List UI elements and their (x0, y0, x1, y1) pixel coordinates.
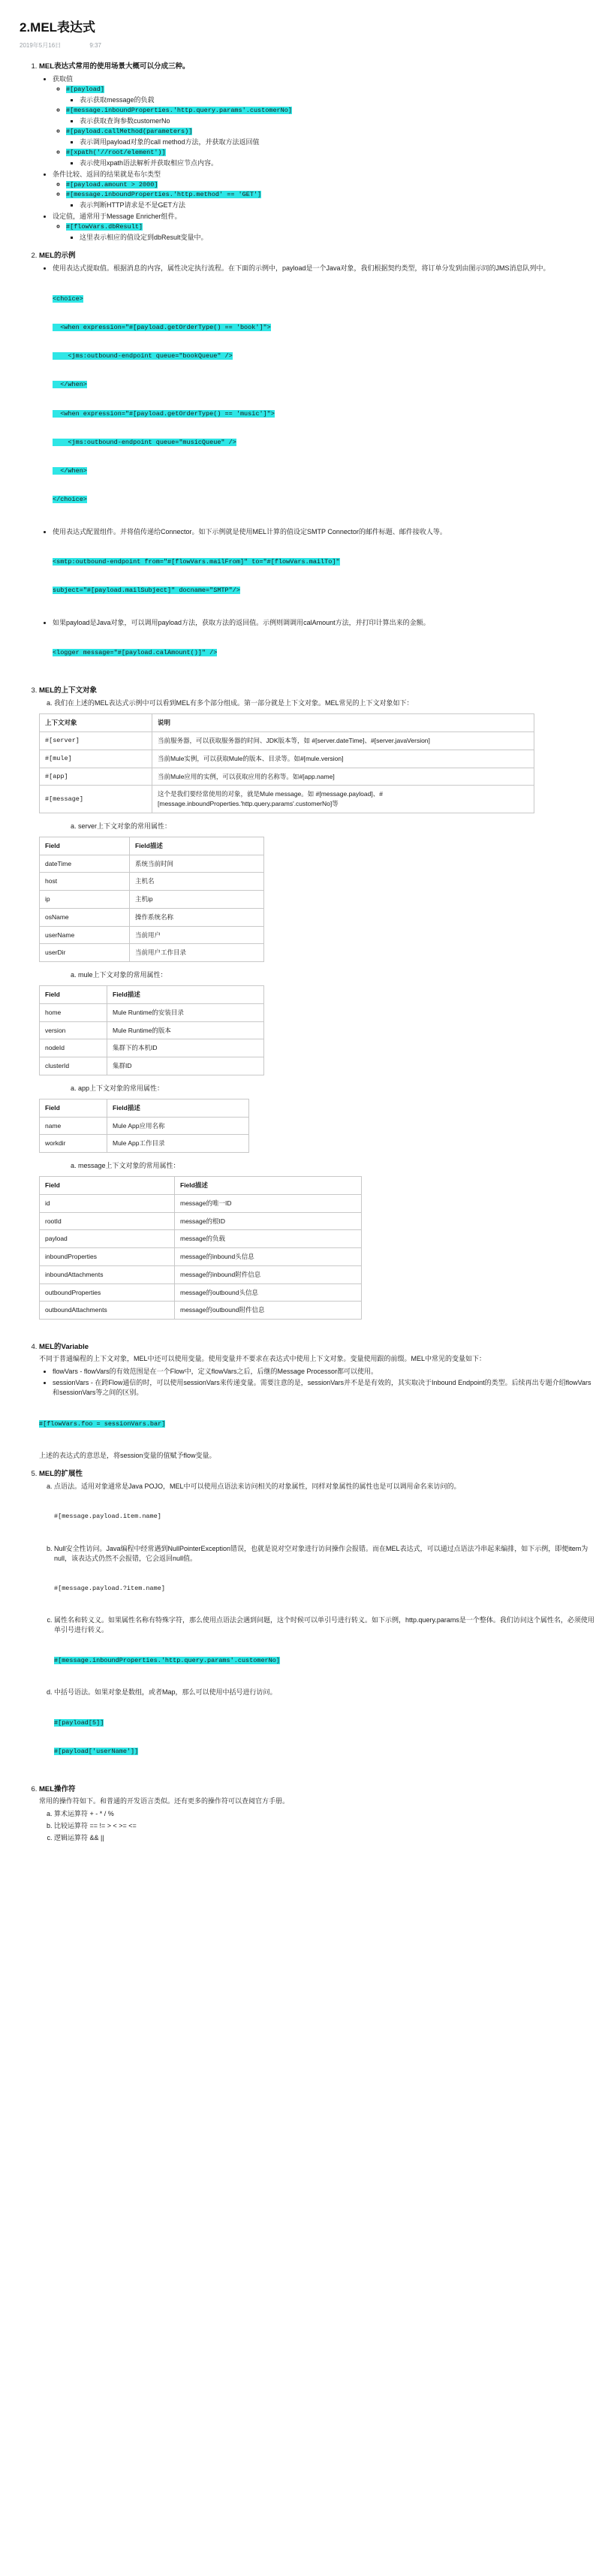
table-row (40, 873, 264, 891)
table-row (40, 926, 264, 944)
table-row (40, 1283, 362, 1302)
code-bracket (54, 1699, 594, 1775)
app-attrs-heading (63, 1083, 594, 1093)
table-row (40, 1021, 264, 1039)
col-header: Field描述 (107, 1099, 249, 1117)
expr-notes (66, 158, 594, 167)
cell: 主机名 (130, 873, 264, 891)
code-line: </when> (53, 467, 87, 475)
col-header: Field描述 (130, 837, 264, 855)
bullet-text: 使用表达式提取值。根据消息的内容，属性决定执行流程。在下面的示例中，payload是一个Java对象，我们根据契约类型，将订单分发到由图示同的JMS消息队列中。 (53, 264, 550, 272)
table-row (40, 1117, 249, 1135)
list-item: ▪ 表示获取message的负载 (80, 95, 594, 104)
table-row (40, 786, 534, 813)
col-header: 说明 (152, 714, 534, 732)
col-header: Field描述 (175, 1177, 362, 1195)
section-6-title: MEL操作符 (39, 1785, 76, 1793)
group-items (53, 85, 594, 167)
table-row (40, 1248, 362, 1266)
expr-notes (66, 95, 594, 104)
table-header-row (40, 986, 264, 1004)
col-header: Field (40, 837, 130, 855)
code-line: <smtp:outbound-endpoint from="#[flowVars.mailFrom]" to="#[flowVars.mailTo]" (53, 558, 340, 566)
table-row (40, 944, 264, 962)
list-item (54, 1543, 594, 1613)
table-header-row (40, 837, 264, 855)
expr-inbound-customerno: #[message.inboundProperties.'http.query.params'.customerNo] (66, 107, 292, 114)
cell: 主机ip (130, 891, 264, 909)
code-line: <logger message="#[payload.calAmount()]" /> (53, 649, 218, 656)
col-header: Field (40, 1099, 107, 1117)
page-title: 2.MEL表达式 (20, 20, 96, 35)
cell: nodeId (40, 1039, 107, 1057)
cell: version (40, 1021, 107, 1039)
cell: #[mule] (40, 750, 152, 768)
context-objects-table (39, 713, 534, 813)
code-line: #[message.payload.?item.name] (54, 1585, 165, 1592)
cell: message的根ID (175, 1212, 362, 1230)
section-5-items (39, 1481, 594, 1775)
cell: inboundProperties (40, 1248, 175, 1266)
mule-attrs-table (39, 985, 264, 1075)
section-3-items (39, 698, 594, 707)
cell: 当前Mule应用的实例，可以获取应用的名称等。如#[app.name] (152, 768, 534, 786)
section-2-title: MEL的示例 (39, 252, 76, 260)
message-attrs-table (39, 1176, 362, 1320)
table-header-row (40, 714, 534, 732)
list-item: ▪ 表示调用payload对象的call method方法，并获取方法返回值 (80, 137, 594, 146)
group-label: 设定值，通常用于Message Enricher组件。 (53, 213, 182, 220)
group-label: 条件比较、返回的结果就是布尔类型 (53, 170, 161, 178)
group-label: 获取值 (53, 75, 74, 83)
item-text: 我们在上述的MEL表达式示例中可以看到MEL有多个部分组成。第一部分就是上下文对象。MEL常见的上下文对象如下： (54, 699, 414, 707)
list-item: a. 算术运算符 + - * / % (54, 1808, 594, 1818)
code-line: </when> (53, 381, 87, 389)
item-text: 中括号语法。如果对象是数组，或者Map，那么可以使用中括号进行访问。 (54, 1688, 277, 1696)
section-3 (39, 684, 594, 1333)
list-item: b. 比较运算符 == != > < >= <= (54, 1820, 594, 1830)
cell: name (40, 1117, 107, 1135)
section-5-title: MEL的扩展性 (39, 1469, 83, 1478)
code-line: #[payload[5]] (54, 1718, 104, 1727)
section-6-intro: 常用的操作符如下。和普通的开发语言类似。还有更多的操作符可以查阅官方手册。 (39, 1797, 290, 1805)
list-item (54, 1481, 594, 1541)
cell: message的inbound附件信息 (175, 1265, 362, 1283)
section-6-items (39, 1808, 594, 1842)
cell: message的outbound附件信息 (175, 1302, 362, 1320)
list-item (66, 180, 594, 189)
code-line: #[message.inboundProperties.'http.query.params'.customerNo] (54, 1656, 280, 1664)
table-row (40, 1265, 362, 1283)
expr-flowvars-dbresult: #[flowVars.dbResult] (66, 223, 143, 231)
cell: userDir (40, 944, 130, 962)
list-item: ▪ 这里表示相应的值设定到dbResult变量中。 (80, 232, 594, 242)
code-line: <choice> (53, 294, 83, 303)
section-1-title: MEL表达式常用的使用场景大概可以分成三种。 (39, 62, 190, 71)
cell: workdir (40, 1135, 107, 1153)
list-item: a. mule上下文对象的常用属性： (78, 970, 594, 979)
section-list (20, 60, 594, 1842)
code-line: </choice> (53, 496, 87, 504)
table-row (40, 908, 264, 926)
cell: #[app] (40, 768, 152, 786)
cell: 当前用户 (130, 926, 264, 944)
mule-attrs-heading (63, 970, 594, 979)
table-row (40, 1194, 362, 1212)
code-line: #[message.payload.item.name] (54, 1513, 161, 1521)
cell: ip (40, 891, 130, 909)
section-4 (39, 1341, 594, 1460)
expr-http-method: #[message.inboundProperties.'http.method' == 'GET'] (66, 191, 262, 198)
expr-notes (66, 116, 594, 125)
col-header: Field描述 (107, 986, 264, 1004)
list-item (66, 148, 594, 167)
table-row (40, 732, 534, 750)
expr-payload: #[payload] (66, 86, 105, 93)
list-item (66, 85, 594, 104)
section-4-title: MEL的Variable (39, 1343, 89, 1351)
cell: 操作系统名称 (130, 908, 264, 926)
item-text: Null安全性访问。Java编程中经常遇到NullPointerException错误，也就是说对空对象进行访问操作会报错。而在MEL表达式，可以通过点语法가串起来编排，如下示例，即便item为null，该表达式仍然不会报错，它会返回null值。 (54, 1544, 588, 1562)
item-text: 属性名和转义义。如果属性名称有特殊字符，那么使用点语法会遇到问题，这个时候可以单引号进行转义。如下示例，http.query.params是一个整体。我们访问这个属性名，必须使用单引号进行转义。 (54, 1616, 594, 1634)
section-1-groups (39, 74, 594, 242)
code-line: #[payload['userName']] (54, 1747, 139, 1755)
code-line: <jms:outbound-endpoint queue="musicQueue" /> (53, 438, 236, 446)
cell: 集群下的本机ID (107, 1039, 264, 1057)
expr-notes (66, 200, 594, 210)
list-item: ▪ 表示获取查询参数customerNo (80, 116, 594, 125)
list-item: a. message上下文对象的常用属性： (78, 1160, 594, 1170)
cell: rootId (40, 1212, 175, 1230)
list-item: a. app上下文对象的常用属性： (78, 1083, 594, 1093)
code-line: <when expression="#[payload.getOrderType() == 'music']"> (53, 409, 275, 418)
code-line: #[flowVars.foo = sessionVars.bar] (39, 1419, 166, 1428)
section-4-intro: 不同于普通编程的上下文对象，MEL中还可以使用变量。使用变量并不要求在表达式中使用上下文对象。变量使用跟的前缀。MEL中常见的变量如下： (39, 1355, 486, 1362)
list-item: ▪ 表示使用xpath语法解析并获取相应节点内容。 (80, 158, 594, 167)
cell: Mule Runtime的版本 (107, 1021, 264, 1039)
table-row (40, 1057, 264, 1075)
cell: clusterId (40, 1057, 107, 1075)
code-line: subject="#[payload.mailSubject]" docname="SMTP"/> (53, 587, 240, 595)
cell: outboundProperties (40, 1283, 175, 1302)
table-row (40, 1003, 264, 1021)
cell: outboundAttachments (40, 1302, 175, 1320)
list-item (53, 617, 594, 677)
list-item: • sessionVars - 在跨Flow通信的时，可以使用sessionVars来传递变量。需要注意的是，sessionVars并不是是有效的，其实取决于Inbound Endpoint的类型。后续再出专题介绍flowVars和sessionVars等之间的区别。 (53, 1377, 594, 1397)
doc-date: 2019年5月16日 (20, 42, 62, 49)
expr-callmethod: #[payload.callMethod(parameters)] (66, 128, 193, 135)
expr-notes (66, 137, 594, 146)
code-null-safe (54, 1565, 594, 1613)
section-2-bullets (39, 263, 594, 677)
col-header: 上下文对象 (40, 714, 152, 732)
doc-time: 9:37 (89, 42, 101, 49)
cell: Mule Runtime的安装目录 (107, 1003, 264, 1021)
cell: home (40, 1003, 107, 1021)
code-line: <when expression="#[payload.getOrderType() == 'book']"> (53, 323, 271, 331)
list-item (54, 698, 594, 707)
list-item (53, 263, 594, 524)
code-smtp-block (53, 538, 594, 615)
list-item (53, 526, 594, 615)
cell: 这个是我们要经常使用的对象，就是Mule message。如 #[message.payload]、#[message.inboundProperties.'http.query.params'.customerNo]等 (152, 786, 534, 813)
list-item: • flowVars - flowVars的有效范围是在一个Flow中，定义flowVars之后，后继的Message Processor都可以使用。 (53, 1366, 594, 1376)
table-header-row (40, 1177, 362, 1195)
section-3-title: MEL的上下文对象 (39, 686, 98, 695)
list-item (66, 127, 594, 146)
cell: 系统当前时间 (130, 855, 264, 873)
cell: osName (40, 908, 130, 926)
cell: message的outbound头信息 (175, 1283, 362, 1302)
group-set-value (53, 211, 594, 242)
cell: 当前服务器，可以获取服务器的时间、JDK版本等，如 #[server.dateTime]、#[server.javaVersion] (152, 732, 534, 750)
cell: Mule App应用名称 (107, 1117, 249, 1135)
document-meta (20, 41, 594, 50)
col-header: Field (40, 986, 107, 1004)
bullet-text: 使用表达式配置组件。并将值传递给Connector。如下示例就是使用MEL计算的值设定SMTP Connector的邮件标题、邮件接收人等。 (53, 527, 447, 535)
cell: #[message] (40, 786, 152, 813)
code-flowvars-assign (39, 1400, 594, 1448)
cell: dateTime (40, 855, 130, 873)
item-text: 点语法。适用对象通常是Java POJO，MEL中可以使用点语法来访问相关的对象属性，同样对象属性的属性也是可以调用命名来访问的。 (54, 1482, 461, 1490)
cell: #[server] (40, 732, 152, 750)
server-attrs-heading (63, 821, 594, 831)
table-row (40, 1135, 249, 1153)
cell: inboundAttachments (40, 1265, 175, 1283)
expr-amount-gt: #[payload.amount > 2000] (66, 181, 158, 189)
cell: 当前用户工作目录 (130, 944, 264, 962)
cell: id (40, 1194, 175, 1212)
code-logger-block (53, 629, 594, 677)
code-choice-block (53, 275, 594, 524)
list-item: ▪ 表示判断HTTP请求是不是GET方法 (80, 200, 594, 210)
message-attrs-heading (63, 1160, 594, 1170)
section-2 (39, 249, 594, 677)
list-item (66, 190, 594, 210)
group-items (53, 222, 594, 242)
code-line: <jms:outbound-endpoint queue="bookQueue" /> (53, 352, 233, 360)
list-item: a. server上下文对象的常用属性： (78, 821, 594, 831)
bullet-text: 如果payload是Java对象，可以调用payload方法，获取方法的返回值。示例则调调用calAmount方法，并打印计算出来的金额。 (53, 618, 430, 626)
cell: 集群ID (107, 1057, 264, 1075)
table-row (40, 768, 534, 786)
expr-xpath: #[xpath('//root/element')] (66, 149, 166, 156)
cell: payload (40, 1230, 175, 1248)
table-row (40, 750, 534, 768)
table-row (40, 1302, 362, 1320)
cell: message的唯一ID (175, 1194, 362, 1212)
list-item: c. 逻辑运算符 && || (54, 1832, 594, 1842)
cell: message的inbound头信息 (175, 1248, 362, 1266)
section-4-bullets (39, 1366, 594, 1397)
list-item (54, 1687, 594, 1775)
cell: message的负载 (175, 1230, 362, 1248)
group-items (53, 180, 594, 210)
list-item (66, 222, 594, 242)
app-attrs-table (39, 1099, 249, 1153)
table-row (40, 1212, 362, 1230)
code-escape (54, 1636, 594, 1685)
group-get-value (53, 74, 594, 167)
section-1 (39, 60, 594, 242)
cell: Mule App工作目录 (107, 1135, 249, 1153)
group-compare (53, 169, 594, 210)
table-header-row (40, 1099, 249, 1117)
list-item (66, 106, 594, 125)
cell: host (40, 873, 130, 891)
section-4-tail: 上述的表达式的意思是，将session变量的值赋予flow变量。 (39, 1451, 216, 1459)
cell: 当前Mule实例，可以获取Mule的版本、目录等。如#[mule.version] (152, 750, 534, 768)
table-row (40, 1039, 264, 1057)
list-item (54, 1615, 594, 1685)
code-dot-syntax (54, 1493, 594, 1541)
table-row (40, 891, 264, 909)
col-header: Field (40, 1177, 175, 1195)
section-5 (39, 1467, 594, 1775)
expr-notes (66, 232, 594, 242)
table-row (40, 855, 264, 873)
server-attrs-table (39, 837, 264, 962)
cell: userName (40, 926, 130, 944)
table-row (40, 1230, 362, 1248)
section-6 (39, 1783, 594, 1842)
